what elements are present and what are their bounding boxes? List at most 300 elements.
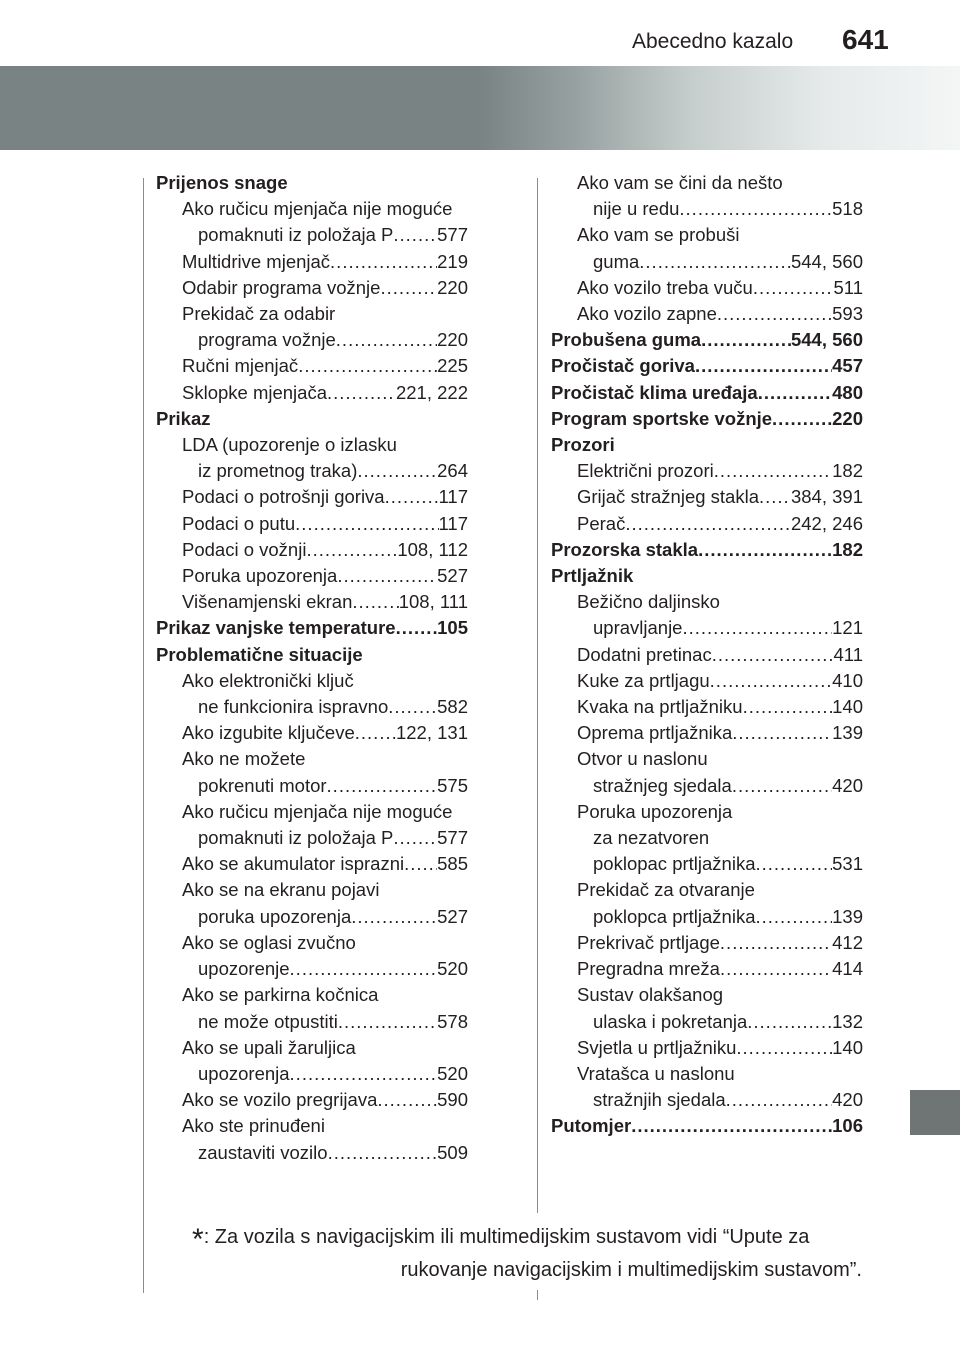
index-subentry	[156, 1087, 468, 1113]
page-reference: 117	[438, 512, 468, 534]
index-entry-text: Ako vam se čini da nešto	[577, 172, 783, 193]
page-reference: 122, 131	[395, 722, 468, 744]
index-entry-line	[156, 642, 468, 668]
index-entry-line	[182, 196, 468, 222]
index-heading	[156, 170, 468, 196]
index-entry-line	[551, 353, 863, 379]
index-entry-line	[577, 1061, 863, 1087]
index-entry-text: Ako se oglasi zvučno	[182, 931, 356, 953]
index-entry-line	[577, 877, 863, 903]
column-divider	[537, 178, 538, 1213]
index-entry-line	[577, 1009, 863, 1035]
index-entry-line	[551, 1113, 863, 1139]
index-entry-line	[182, 1035, 468, 1061]
index-entry-line	[182, 353, 468, 379]
page-reference: 410	[832, 669, 863, 691]
index-entry-line	[577, 301, 863, 327]
index-entry-line	[182, 930, 468, 956]
index-subentry	[551, 930, 863, 956]
leader-dots	[717, 301, 832, 327]
index-entry-line	[577, 904, 863, 930]
index-heading	[156, 406, 468, 432]
index-entry-line	[551, 432, 863, 458]
index-entry-line	[182, 1140, 468, 1166]
index-entry-line	[182, 511, 468, 537]
index-entry-line	[182, 249, 468, 275]
index-heading	[551, 432, 863, 458]
index-entry-text: guma	[593, 250, 640, 272]
index-subentry	[156, 589, 468, 615]
leader-dots	[759, 484, 791, 510]
index-subentry	[551, 170, 863, 222]
index-entry-line	[182, 1113, 468, 1139]
index-entry-line	[182, 432, 468, 458]
index-subentry	[156, 1113, 468, 1165]
footnote-marker: *	[192, 1223, 204, 1256]
leader-dots	[679, 196, 832, 222]
leader-dots	[720, 956, 832, 982]
leader-dots	[388, 694, 437, 720]
leader-dots	[720, 930, 832, 956]
leader-dots	[712, 642, 834, 668]
footnote-text-1: : Za vozila s navigacijskim ili multimedijskim sustavom vidi “Upute za	[203, 1226, 810, 1248]
index-entry-line	[182, 1087, 468, 1113]
page-reference: 105	[437, 617, 468, 639]
index-entry-text: Ako izgubite ključeve	[182, 722, 355, 744]
index-entry-text: Probušena guma	[551, 329, 702, 351]
index-entry-text: Sustav olakšanog	[577, 984, 724, 1006]
index-entry-text: Putomjer	[551, 1115, 632, 1137]
leader-dots	[732, 720, 832, 746]
index-entry-line	[577, 956, 863, 982]
index-entry-text: Pročistač klima uređaja	[551, 381, 758, 403]
index-subentry	[156, 982, 468, 1034]
index-entry-line	[551, 327, 863, 353]
index-entry-line	[577, 249, 863, 275]
page-reference: 593	[832, 303, 863, 325]
page-reference: 117	[438, 486, 468, 508]
index-entry-line	[577, 484, 863, 510]
index-entry-text: upravljanje	[593, 617, 683, 639]
index-entry-text: za nezatvoren	[593, 827, 710, 849]
index-entry-line	[182, 589, 468, 615]
index-entry-text: Ako se upali žaruljica	[182, 1036, 356, 1058]
index-entry-line	[551, 380, 863, 406]
index-subentry	[156, 484, 468, 510]
index-entry-line	[577, 720, 863, 746]
index-entry-text: upozorenja	[198, 1062, 290, 1084]
index-entry-line	[182, 904, 468, 930]
page-reference: 518	[832, 198, 863, 220]
leader-dots	[393, 222, 437, 248]
index-entry-line	[577, 799, 863, 825]
page-reference: 575	[437, 774, 468, 796]
index-entry-text: Ako se parkirna kočnica	[182, 984, 379, 1006]
index-subentry	[551, 956, 863, 982]
index-entry-line	[182, 694, 468, 720]
index-subentry	[156, 196, 468, 248]
index-entry-text: Odabir programa vožnje	[182, 276, 381, 298]
index-subentry	[156, 851, 468, 877]
index-entry-line	[182, 1009, 468, 1035]
leader-dots	[396, 615, 438, 641]
index-entry-line	[577, 615, 863, 641]
index-entry-text: Otvor u naslonu	[577, 748, 708, 770]
index-entry-line	[182, 563, 468, 589]
index-entry-text: Ako se na ekranu pojavi	[182, 879, 380, 901]
index-entry-line	[156, 615, 468, 641]
index-entry-line	[577, 511, 863, 537]
page-reference: 221, 222	[395, 381, 468, 403]
leader-dots	[698, 537, 832, 563]
index-entry-line	[577, 851, 863, 877]
index-entry-text: Ako ne možete	[182, 748, 306, 770]
index-entry-line	[577, 222, 863, 248]
leader-dots	[338, 1009, 437, 1035]
index-entry-text: Ako vozilo zapne	[577, 303, 717, 325]
leader-dots	[639, 249, 791, 275]
index-subentry	[156, 301, 468, 353]
index-entry-line	[577, 930, 863, 956]
index-entry-text: Prijenos snage	[156, 172, 288, 193]
index-entry-line	[182, 327, 468, 353]
page-reference: 220	[832, 407, 863, 429]
page-reference: 108, 112	[397, 538, 468, 560]
index-subentry	[551, 668, 863, 694]
index-subentry	[551, 720, 863, 746]
index-entry-text: Višenamjenski ekran	[182, 591, 353, 613]
index-entry-text: Perač	[577, 512, 626, 534]
page-reference: 225	[437, 355, 468, 377]
page-reference: 139	[832, 905, 863, 927]
index-entry-line	[182, 773, 468, 799]
index-subentry	[156, 746, 468, 798]
index-entry-text: Kuke za prtljagu	[577, 669, 710, 691]
index-subentry	[156, 563, 468, 589]
index-entry-line	[577, 694, 863, 720]
index-entry-text: Podaci o potrošnji goriva	[182, 486, 385, 508]
leader-dots	[290, 1061, 438, 1087]
page-reference: 577	[437, 224, 468, 246]
footnote-line-2: rukovanje navigacijskim i multimedijskim sustavom”.	[400, 1259, 862, 1281]
index-subentry	[551, 982, 863, 1034]
index-column-right	[551, 170, 863, 1140]
index-entry-line	[551, 563, 863, 589]
header-banner	[0, 66, 960, 150]
page-reference: 582	[437, 696, 468, 718]
index-entry-line	[551, 406, 863, 432]
page-reference: 577	[437, 827, 468, 849]
index-entry-text: Poruka upozorenja	[577, 800, 733, 822]
leader-dots	[295, 511, 438, 537]
left-margin-line	[143, 178, 144, 1293]
index-subentry	[156, 537, 468, 563]
index-heading	[551, 537, 863, 563]
index-entry-text: Svjetla u prtljažniku	[577, 1036, 737, 1058]
footnote	[192, 1222, 862, 1286]
index-entry-text: poklopac prtljažnika	[593, 853, 756, 875]
index-subentry	[551, 877, 863, 929]
page-reference: 182	[832, 460, 863, 482]
page-reference: 509	[437, 1141, 468, 1163]
leader-dots	[306, 537, 397, 563]
index-entry-text: Ako vozilo treba vuču	[577, 276, 753, 298]
index-subentry	[156, 720, 468, 746]
section-title: Abecedno kazalo	[632, 30, 794, 53]
index-entry-text: Ako vam se probuši	[577, 224, 740, 246]
page-reference: 411	[833, 643, 863, 665]
index-entry-text: Ako ste prinuđeni	[182, 1115, 325, 1137]
index-entry-text: Podaci o putu	[182, 512, 296, 534]
leader-dots	[755, 904, 832, 930]
leader-dots	[631, 1113, 832, 1139]
page-reference: 520	[437, 958, 468, 980]
leader-dots	[701, 327, 791, 353]
index-entry-text: Prikaz vanjske temperature	[156, 617, 396, 639]
index-entry-line	[577, 458, 863, 484]
index-entry-text: Ručni mjenjač	[182, 355, 299, 377]
index-entry-line	[577, 1087, 863, 1113]
index-entry-text: Prekrivač prtljage	[577, 931, 720, 953]
index-heading	[551, 380, 863, 406]
index-entry-line	[577, 642, 863, 668]
index-entry-line	[182, 851, 468, 877]
leader-dots	[328, 1140, 438, 1166]
page-reference: 578	[437, 1010, 468, 1032]
leader-dots	[380, 275, 437, 301]
leader-dots	[755, 851, 832, 877]
page-reference: 457	[832, 355, 863, 377]
page-reference: 480	[832, 381, 863, 403]
index-subentry	[156, 249, 468, 275]
leader-dots	[404, 851, 437, 877]
leader-dots	[352, 589, 398, 615]
index-entry-text: poruka upozorenja	[198, 905, 352, 927]
index-subentry	[551, 222, 863, 274]
index-subentry	[156, 432, 468, 484]
index-entry-line	[182, 275, 468, 301]
page-reference: 420	[832, 1089, 863, 1111]
page-reference: 420	[832, 774, 863, 796]
index-entry-text: Pročistač goriva	[551, 355, 695, 377]
index-entry-text: pokrenuti motor	[198, 774, 327, 796]
leader-dots	[327, 380, 396, 406]
index-entry-text: pomaknuti iz položaja P	[198, 827, 394, 849]
index-subentry	[551, 642, 863, 668]
index-heading	[551, 327, 863, 353]
index-entry-text: Ako ručicu mjenjača nije moguće	[182, 800, 453, 822]
index-entry-line	[577, 1035, 863, 1061]
index-entry-line	[156, 170, 468, 196]
top-strip	[0, 0, 960, 62]
index-entry-text: ulaska i pokretanja	[593, 1010, 748, 1032]
index-entry-text: Bežično daljinsko	[577, 591, 720, 613]
index-heading	[551, 406, 863, 432]
page-reference: 106	[832, 1115, 863, 1137]
index-entry-line	[182, 1061, 468, 1087]
index-entry-text: Električni prozori	[577, 460, 714, 482]
footnote-line-1	[192, 1222, 862, 1255]
index-entry-text: Prekidač za otvaranje	[577, 879, 755, 901]
index-entry-line	[577, 825, 863, 851]
index-subentry	[551, 1061, 863, 1113]
page-reference: 590	[437, 1089, 468, 1111]
index-entry-text: zaustaviti vozilo	[198, 1141, 328, 1163]
leader-dots	[747, 1009, 832, 1035]
index-subentry	[551, 484, 863, 510]
page-reference: 414	[832, 958, 863, 980]
index-subentry	[156, 275, 468, 301]
index-entry-text: Program sportske vožnje	[551, 407, 773, 429]
index-entry-text: Ako se akumulator isprazni	[182, 853, 405, 875]
index-subentry	[551, 589, 863, 641]
index-subentry	[551, 694, 863, 720]
index-entry-text: Podaci o vožnji	[182, 538, 307, 560]
index-entry-text: ne može otpustiti	[198, 1010, 338, 1032]
index-entry-line	[182, 720, 468, 746]
chapter-tab	[910, 1090, 960, 1135]
index-subentry	[156, 930, 468, 982]
leader-dots	[736, 1035, 832, 1061]
index-entry-text: Grijač stražnjeg stakla	[577, 486, 759, 508]
index-entry-line	[577, 170, 863, 196]
index-subentry	[156, 877, 468, 929]
leader-dots	[710, 668, 832, 694]
index-subentry	[551, 275, 863, 301]
index-entry-line	[182, 746, 468, 772]
index-entry-text: poklopca prtljažnika	[593, 905, 756, 927]
index-entry-text: stražnjih sjedala	[593, 1089, 726, 1111]
page-reference: 520	[437, 1062, 468, 1084]
leader-dots	[330, 249, 437, 275]
index-entry-line	[577, 196, 863, 222]
index-entry-text: Oprema prtljažnika	[577, 722, 733, 744]
index-entry-text: Ako se vozilo pregrijava	[182, 1089, 378, 1111]
page-reference: 242, 246	[790, 512, 863, 534]
leader-dots	[758, 380, 832, 406]
index-subentry	[551, 301, 863, 327]
page-reference: 384, 391	[790, 486, 863, 508]
page-reference: 140	[832, 696, 863, 718]
index-entry-text: upozorenje	[198, 958, 290, 980]
page-reference: 511	[833, 276, 863, 298]
index-entry-text: Vratašca u naslonu	[577, 1062, 735, 1084]
index-heading	[551, 353, 863, 379]
index-entry-text: LDA (upozorenje o izlasku	[182, 434, 397, 456]
page-reference: 139	[832, 722, 863, 744]
index-entry-line	[182, 982, 468, 1008]
index-entry-line	[182, 484, 468, 510]
leader-dots	[695, 353, 832, 379]
leader-dots	[753, 275, 834, 301]
index-entry-line	[551, 537, 863, 563]
index-entry-line	[577, 982, 863, 1008]
page-reference: 220	[437, 329, 468, 351]
leader-dots	[327, 773, 438, 799]
leader-dots	[625, 511, 791, 537]
index-column-left	[156, 170, 468, 1166]
index-entry-text: Ako ručicu mjenjača nije moguće	[182, 198, 453, 220]
index-subentry	[551, 1035, 863, 1061]
page-reference: 585	[437, 853, 468, 875]
leader-dots	[393, 825, 437, 851]
page-reference: 140	[832, 1036, 863, 1058]
index-entry-line	[577, 589, 863, 615]
page-reference: 531	[832, 853, 863, 875]
index-entry-text: programa vožnje	[198, 329, 336, 351]
index-entry-line	[577, 668, 863, 694]
page-reference: 132	[832, 1010, 863, 1032]
leader-dots	[357, 458, 437, 484]
index-subentry	[156, 511, 468, 537]
index-entry-line	[156, 406, 468, 432]
index-entry-line	[182, 825, 468, 851]
index-subentry	[156, 1035, 468, 1087]
index-subentry	[551, 799, 863, 878]
page-reference: 108, 111	[398, 591, 468, 613]
leader-dots	[377, 1087, 437, 1113]
index-entry-line	[182, 380, 468, 406]
leader-dots	[726, 1087, 832, 1113]
index-heading	[156, 642, 468, 668]
index-subentry	[156, 380, 468, 406]
index-subentry	[551, 458, 863, 484]
page-reference: 544, 560	[790, 329, 863, 351]
leader-dots	[743, 694, 833, 720]
index-entry-text: nije u redu	[593, 198, 680, 220]
page-number: 641	[842, 24, 889, 55]
index-entry-text: iz prometnog traka)	[198, 460, 358, 482]
leader-dots	[298, 353, 437, 379]
index-entry-line	[182, 668, 468, 694]
index-entry-text: Prekidač za odabir	[182, 303, 336, 325]
index-heading	[551, 563, 863, 589]
index-entry-text: Ako elektronički ključ	[182, 669, 354, 691]
index-entry-text: Problematične situacije	[156, 643, 363, 665]
leader-dots	[351, 904, 437, 930]
leader-dots	[772, 406, 832, 432]
page-reference: 121	[832, 617, 863, 639]
page-reference: 264	[437, 460, 468, 482]
index-entry-text: Prozorska stakla	[551, 538, 699, 560]
column-divider-bottom	[537, 1290, 538, 1300]
index-entry-text: Dodatni pretinac	[577, 643, 712, 665]
index-entry-text: pomaknuti iz položaja P	[198, 224, 394, 246]
index-entry-text: Pregradna mreža	[577, 958, 720, 980]
index-entry-text: Prikaz	[156, 407, 211, 429]
leader-dots	[714, 458, 832, 484]
index-entry-text: Poruka upozorenja	[182, 565, 338, 587]
index-entry-line	[182, 799, 468, 825]
index-entry-line	[577, 275, 863, 301]
index-entry-text: stražnjeg sjedala	[593, 774, 732, 796]
index-entry-line	[182, 301, 468, 327]
leader-dots	[385, 484, 439, 510]
page-reference: 412	[832, 931, 863, 953]
index-entry-line	[577, 773, 863, 799]
index-heading	[551, 1113, 863, 1139]
index-heading	[156, 615, 468, 641]
index-entry-line	[182, 458, 468, 484]
leader-dots	[337, 563, 437, 589]
page-reference: 527	[437, 905, 468, 927]
index-subentry	[551, 511, 863, 537]
index-entry-line	[182, 956, 468, 982]
index-subentry	[156, 353, 468, 379]
page-reference: 182	[832, 538, 863, 560]
leader-dots	[336, 327, 437, 353]
index-entry-line	[182, 222, 468, 248]
